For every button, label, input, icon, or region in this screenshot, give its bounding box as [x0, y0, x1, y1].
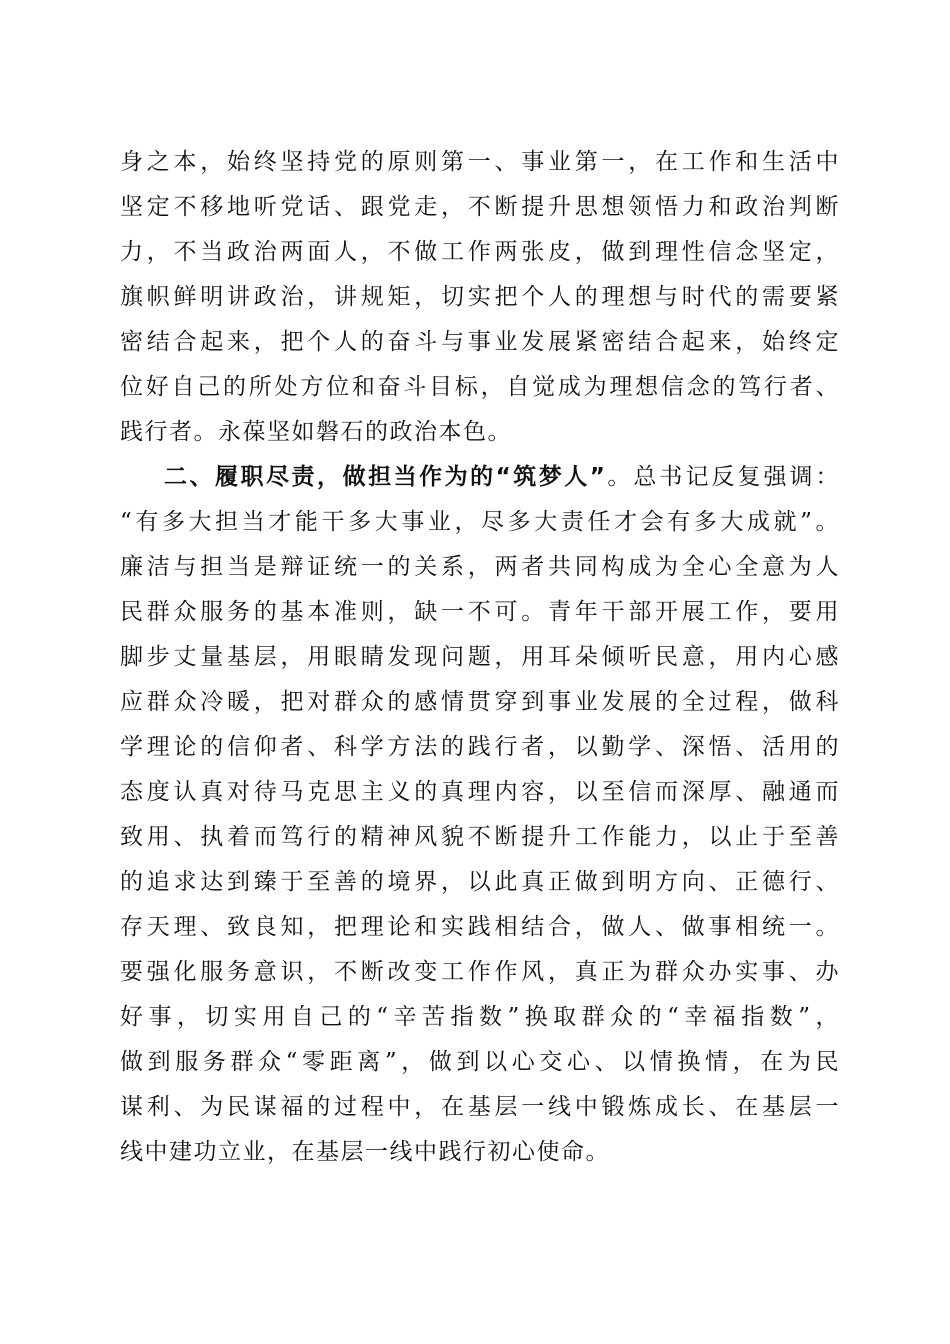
text-line: 做到服务群众“零距离”，做到以心交心、以情换情，在为民: [120, 1049, 840, 1075]
text-line: “有多大担当才能干多大事业，尽多大责任才会有多大成就”。: [120, 509, 840, 535]
text-line: 廉洁与担当是辩证统一的关系，两者共同构成为全心全意为人: [120, 554, 840, 580]
text-line: 致用、执着而笃行的精神风貌不断提升工作能力，以止于至善: [120, 824, 840, 850]
text-line: 学理论的信仰者、科学方法的践行者，以勤学、深悟、活用的: [120, 734, 840, 760]
text-line: 要强化服务意识，不断改变工作作风，真正为群众办实事、办: [120, 959, 840, 985]
text-line: 好事，切实用自己的“辛苦指数”换取群众的“幸福指数”，: [120, 1004, 840, 1030]
paragraph-1: [120, 140, 840, 455]
text-line: 践行者。永葆坚如磐石的政治本色。: [120, 419, 512, 445]
text-line: 身之本，始终坚持党的原则第一、事业第一，在工作和生活中: [120, 149, 840, 175]
paragraph-2: [120, 455, 840, 1175]
text-line: 谋利、为民谋福的过程中，在基层一线中锻炼成长、在基层一: [120, 1094, 840, 1120]
text-line: 的追求达到臻于至善的境界，以此真正做到明方向、正德行、: [120, 869, 840, 895]
document-body: [120, 140, 840, 1175]
text-line: 民群众服务的基本准则，缺一不可。青年干部开展工作，要用: [120, 599, 840, 625]
text-line: 密结合起来，把个人的奋斗与事业发展紧密结合起来，始终定: [120, 329, 840, 355]
text-line: 力，不当政治两面人，不做工作两张皮，做到理性信念坚定，: [120, 239, 840, 265]
text-line: 应群众冷暖，把对群众的感情贯穿到事业发展的全过程，做科: [120, 689, 840, 715]
text-line: 态度认真对待马克思主义的真理内容，以至信而深厚、融通而: [120, 779, 840, 805]
text-line: 坚定不移地听党话、跟党走，不断提升思想领悟力和政治判断: [120, 194, 840, 220]
section-heading: 二、履职尽责，做担当作为的“筑梦人”: [164, 464, 606, 490]
text-line: 旗帜鲜明讲政治，讲规矩，切实把个人的理想与时代的需要紧: [120, 284, 840, 310]
text-line: 线中建功立业，在基层一线中践行初心使命。: [120, 1139, 610, 1165]
heading-line-rest: 。总书记反复强调：: [605, 464, 840, 490]
text-line: 存天理、致良知，把理论和实践相结合，做人、做事相统一。: [120, 914, 840, 940]
section-heading-line: [120, 455, 840, 500]
text-line: 位好自己的所处方位和奋斗目标，自觉成为理想信念的笃行者、: [120, 374, 840, 400]
text-line: 脚步丈量基层，用眼睛发现问题，用耳朵倾听民意，用内心感: [120, 644, 840, 670]
